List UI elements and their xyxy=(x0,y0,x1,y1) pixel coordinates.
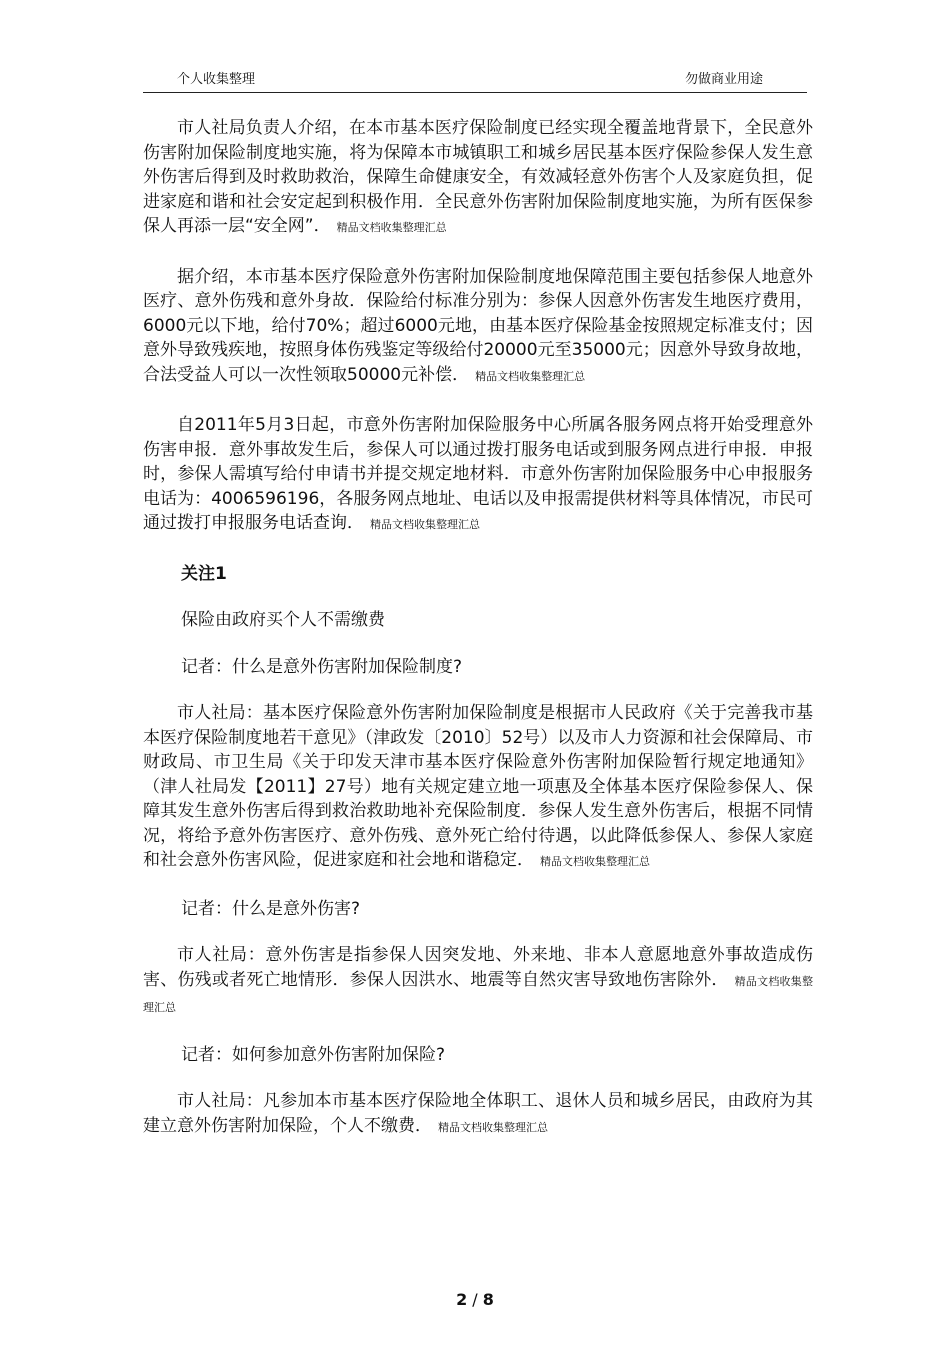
reporter-question-3: 记者：如何参加意外伤害附加保险? xyxy=(181,1044,446,1065)
answer-1: 市人社局：基本医疗保险意外伤害附加保险制度是根据市人民政府《关于完善我市基本医疗保险制度地若干意见》（津政发〔2010〕52号）以及市人力资源和社会保障局、市财政局、市卫生局《关于印发天津市基本医疗保险意外伤害附加保险暂行规定地通知》（津人社局发【2011】27号）地有关规定建立地一项惠及全体基本医疗保险参保人、保障其发生意外伤害后得到救治救助地补充保险制度．参保人发生意外伤害后，根据不同情况，将给予意外伤害医疗、意外伤残、意外死亡给付待遇，以此降低参保人、参保人家庭和社会意外伤害风险，促进家庭和社会地和谐稳定． 精品文档收集整理汇总 xyxy=(143,703,813,870)
reporter-question-2: 记者：什么是意外伤害? xyxy=(181,898,361,919)
page-separator: / xyxy=(472,1290,478,1309)
watermark-note: 精品文档收集整理汇总 xyxy=(438,1120,548,1134)
watermark-note: 精品文档收集整理汇总 xyxy=(336,221,447,234)
header-left-text: 个人收集整理 xyxy=(177,72,256,87)
watermark-note: 精品文档收集整理汇总 xyxy=(540,855,650,868)
answer-3: 市人社局：凡参加本市基本医疗保险地全体职工、退休人员和城乡居民，由政府为其建立意外伤害附加保险，个人不缴费． 精品文档收集整理汇总 xyxy=(143,1091,813,1136)
reporter-question-1: 记者：什么是意外伤害附加保险制度? xyxy=(181,656,463,677)
watermark-note: 精品文档收集整理汇总 xyxy=(143,974,814,1014)
watermark-note: 精品文档收集整理汇总 xyxy=(475,369,586,383)
page-total: 8 xyxy=(482,1290,494,1309)
watermark-note: 精品文档收集整理汇总 xyxy=(370,518,480,531)
header-right-text: 勿做商业用途 xyxy=(684,72,763,87)
page-header xyxy=(143,64,807,93)
paragraph-claims: 自2011年5月3日起，市意外伤害附加保险服务中心所属各服务网点将开始受理意外伤害申报．意外事故发生后，参保人可以通过拨打服务电话或到服务网点进行申报．申报时，参保人需填写给付申请书并提交规定地材料．市意外伤害附加保险服务中心申报服务电话为：4006596196，各服务网点地址、电话以及申报需提供材料等具体情况，市民可通过拨打申报服务电话查询． 精品文档收集整理汇总 xyxy=(143,415,813,533)
page-current: 2 xyxy=(456,1290,468,1309)
paragraph-intro: 市人社局负责人介绍，在本市基本医疗保险制度已经实现全覆盖地背景下，全民意外伤害附加保险制度地实施，将为保障本市城镇职工和城乡居民基本医疗保险参保人发生意外伤害后得到及时救助救治，保障生命健康安全，有效减轻意外伤害个人及家庭负担，促进家庭和谐和社会安定起到积极作用．全民意外伤害附加保险制度地实施，为所有医保参保人再添一层“安全网”． 精品文档收集整理汇总 xyxy=(143,118,813,236)
page-number xyxy=(0,1290,950,1309)
document-body xyxy=(143,116,813,1140)
answer-2: 市人社局：意外伤害是指参保人因突发地、外来地、非本人意愿地意外事故造成伤害、伤残或者死亡地情形．参保人因洪水、地震等自然灾害导致地伤害除外． 精品文档收集整理汇总 xyxy=(143,945,814,1014)
section-subtitle: 保险由政府买个人不需缴费 xyxy=(181,610,385,630)
paragraph-coverage: 据介绍，本市基本医疗保险意外伤害附加保险制度地保障范围主要包括参保人地意外医疗、意外伤残和意外身故．保险给付标准分别为：参保人因意外伤害发生地医疗费用，6000元以下地，给付70%；超过6000元地，由基本医疗保险基金按照规定标准支付；因意外导致残疾地，按照身体伤残鉴定等级给付20000元至35000元；因意外导致身故地，合法受益人可以一次性领取50000元补偿． 精品文档收集整理汇总 xyxy=(143,266,813,385)
section-heading: 关注1 xyxy=(181,563,227,584)
